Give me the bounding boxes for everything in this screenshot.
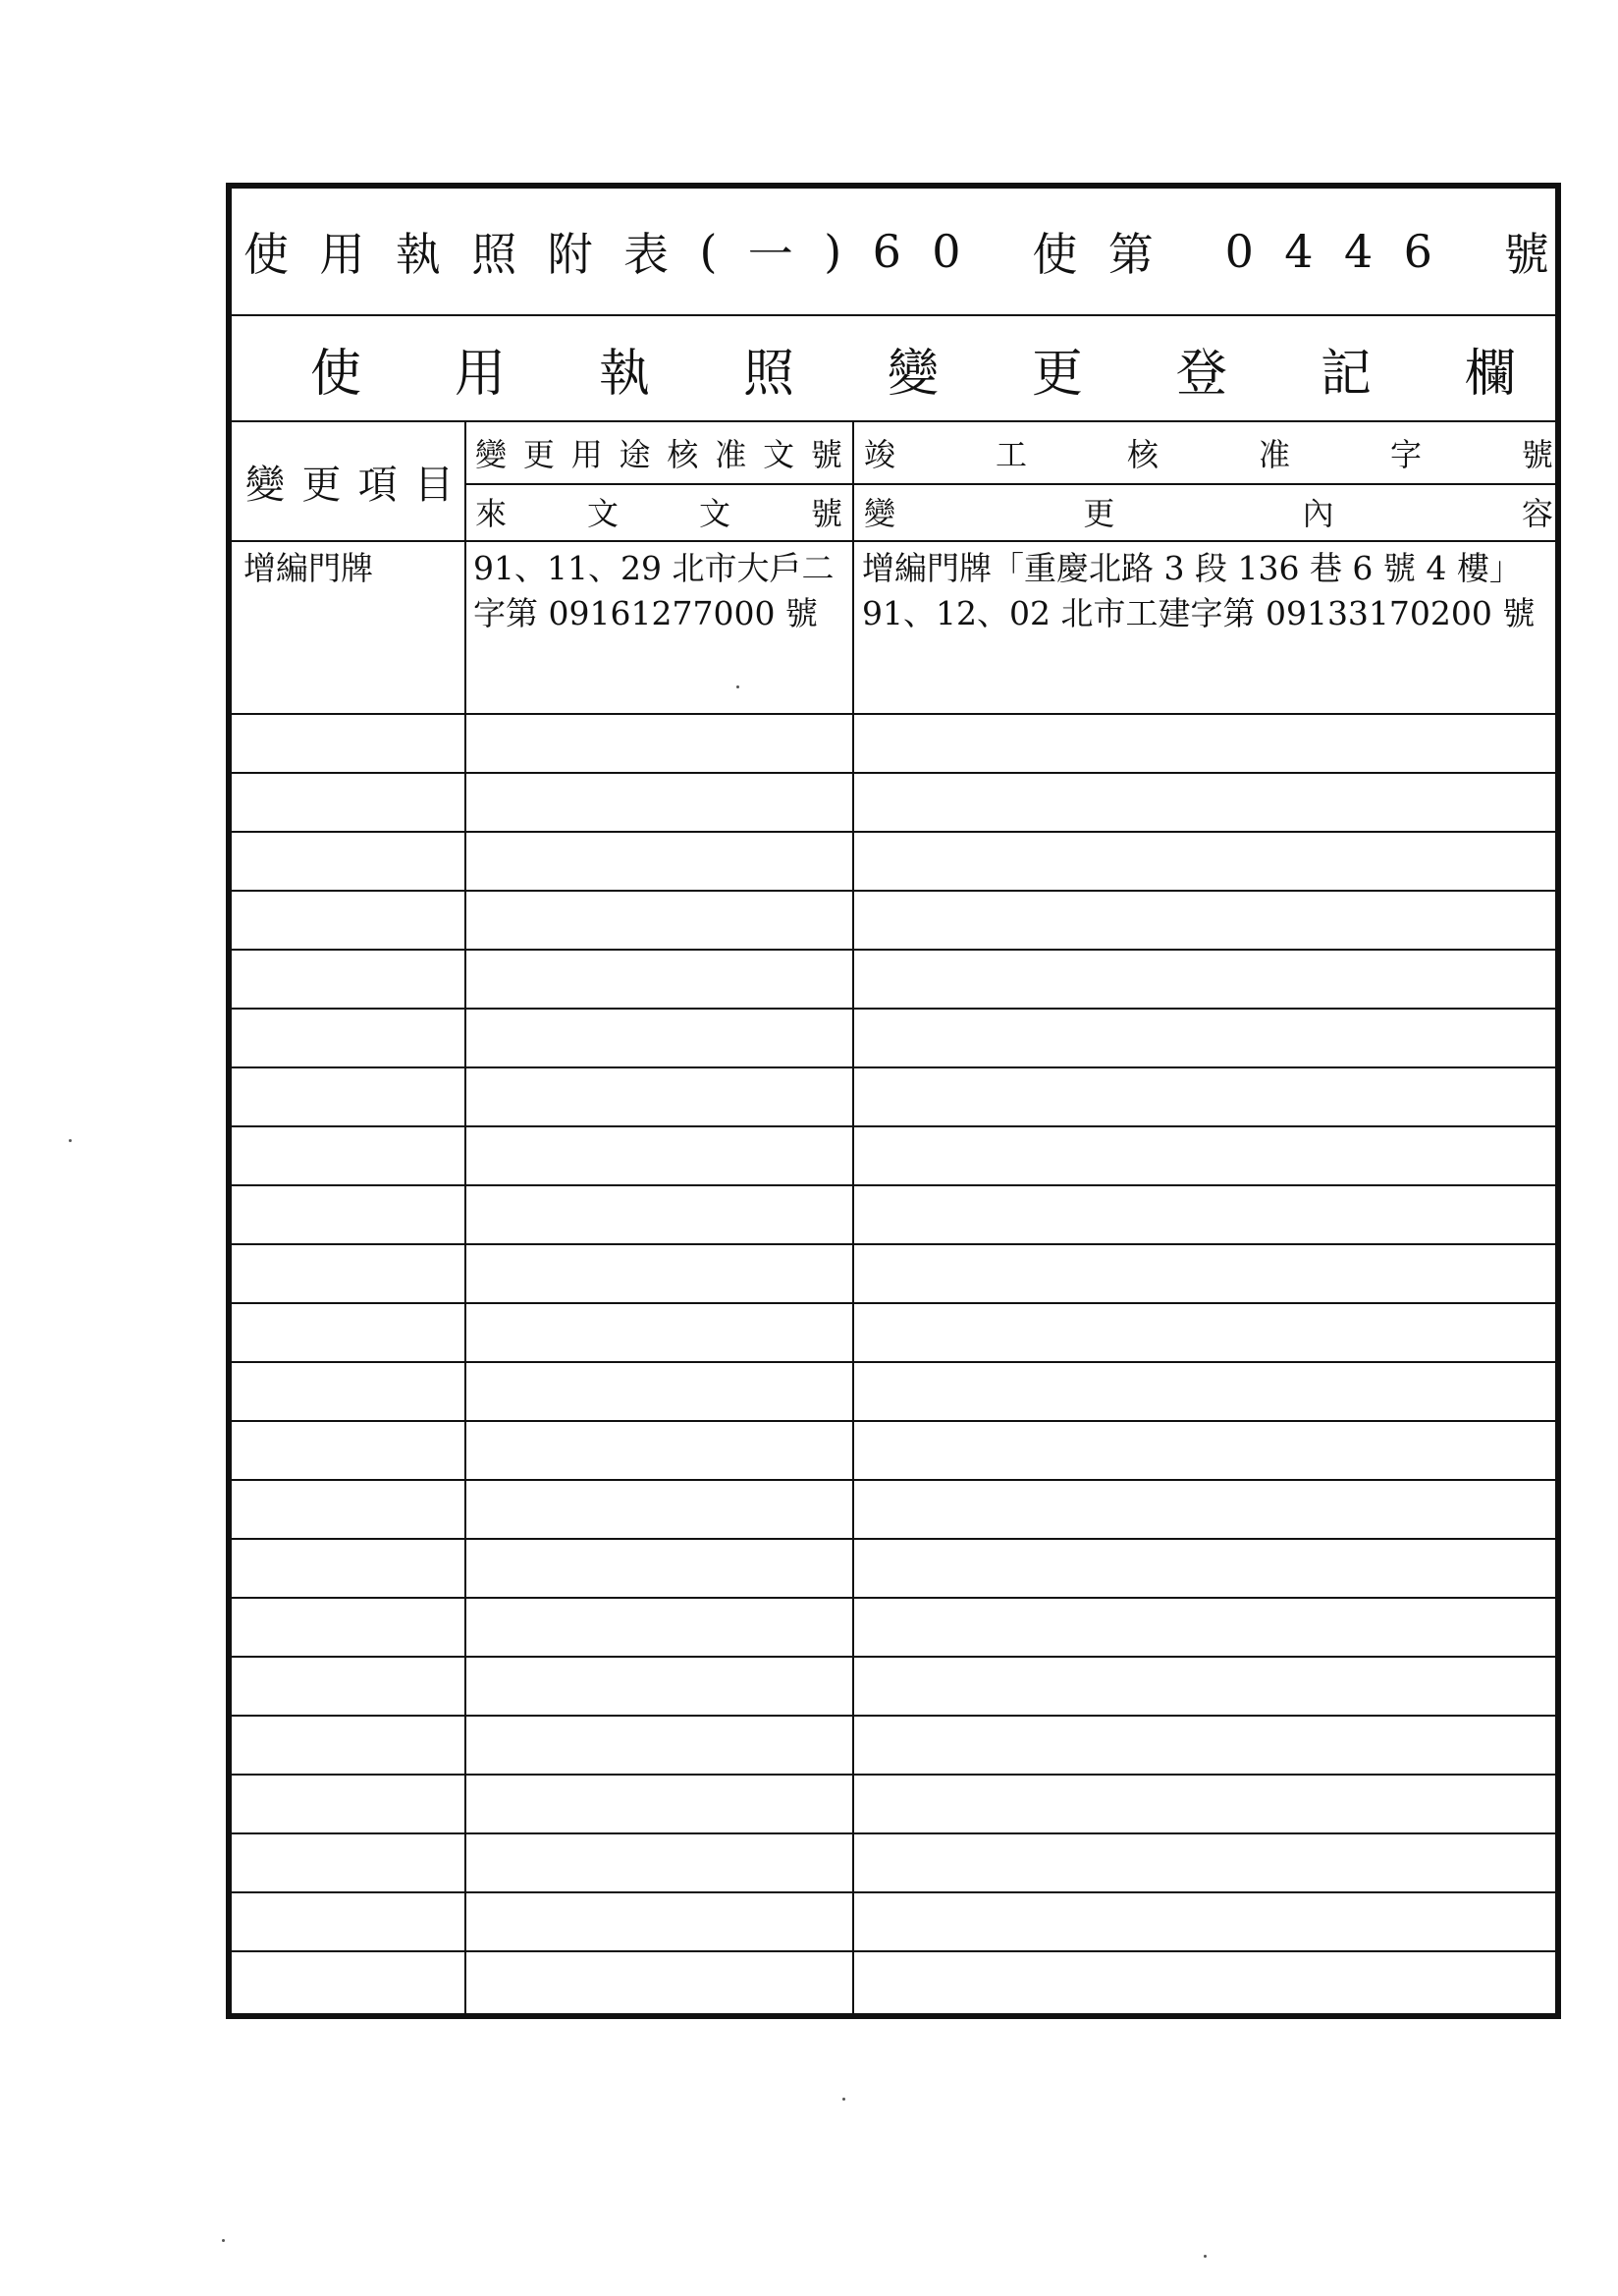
row-divider bbox=[232, 772, 1555, 774]
row-divider bbox=[232, 1125, 1555, 1127]
header-char: 號 bbox=[1521, 436, 1553, 473]
header-char: 變 bbox=[245, 462, 285, 508]
form-title bbox=[232, 189, 1555, 316]
title-char: 一 bbox=[747, 228, 793, 281]
column-header-usage-approval bbox=[471, 422, 846, 483]
heading-char: 欄 bbox=[1464, 344, 1516, 404]
heading-char: 更 bbox=[1031, 344, 1083, 404]
header-char: 容 bbox=[1521, 495, 1553, 532]
row-divider bbox=[232, 1538, 1555, 1540]
title-char: 使 bbox=[243, 228, 289, 281]
row-divider bbox=[232, 1243, 1555, 1245]
header-char: 更 bbox=[301, 462, 342, 508]
row-divider bbox=[232, 890, 1555, 892]
header-char: 變 bbox=[864, 495, 896, 532]
header-char: 准 bbox=[1258, 436, 1290, 473]
entry-item: 增編門牌 bbox=[243, 549, 373, 587]
row-divider bbox=[232, 1774, 1555, 1776]
header-char: 途 bbox=[619, 436, 651, 473]
row-divider bbox=[232, 831, 1555, 833]
entry-content-line-2: 91、12、02 北市工建字第 09133170200 號 bbox=[862, 594, 1536, 632]
header-char: 更 bbox=[1083, 495, 1115, 532]
header-char: 號 bbox=[810, 436, 842, 473]
column-header-item bbox=[242, 422, 458, 540]
column-header-completion-approval bbox=[860, 422, 1557, 483]
usage-permit-form bbox=[226, 183, 1561, 2019]
header-char: 變 bbox=[475, 436, 508, 473]
row-divider bbox=[232, 949, 1555, 951]
row-divider bbox=[232, 1950, 1555, 1952]
column-divider bbox=[852, 422, 854, 2019]
title-char: 用 bbox=[319, 228, 365, 281]
heading-char: 登 bbox=[1175, 344, 1227, 404]
entry-content-line-1: 增編門牌「重慶北路 3 段 136 巷 6 號 4 樓」 bbox=[862, 549, 1522, 587]
title-char: 使 bbox=[1032, 228, 1078, 281]
title-char: 4 bbox=[1343, 225, 1374, 278]
column-header-change-content bbox=[860, 483, 1557, 540]
header-char: 項 bbox=[357, 462, 398, 508]
heading-char: 記 bbox=[1320, 344, 1372, 404]
row-divider bbox=[232, 1008, 1555, 1010]
header-char: 竣 bbox=[864, 436, 896, 473]
header-char: 准 bbox=[715, 436, 747, 473]
row-divider bbox=[232, 1597, 1555, 1599]
header-bottom-line bbox=[232, 540, 1555, 542]
header-char: 核 bbox=[1126, 436, 1159, 473]
heading-char: 用 bbox=[454, 344, 506, 404]
title-char: 6 bbox=[1403, 225, 1432, 278]
title-char: 照 bbox=[471, 228, 517, 281]
title-char: ) bbox=[824, 225, 842, 278]
header-char: 來 bbox=[475, 495, 508, 532]
header-char: 用 bbox=[570, 436, 603, 473]
title-char: 0 bbox=[932, 225, 961, 278]
header-char: 字 bbox=[1389, 436, 1422, 473]
section-heading bbox=[232, 316, 1555, 422]
scan-speck bbox=[69, 1139, 72, 1142]
column-header-incoming-doc bbox=[471, 483, 846, 540]
header-char: 更 bbox=[522, 436, 555, 473]
row-divider bbox=[232, 1302, 1555, 1304]
header-char: 號 bbox=[810, 495, 842, 532]
title-char: 表 bbox=[623, 228, 670, 281]
entry-doc-line-2: 字第 09161277000 號 bbox=[473, 594, 818, 632]
scan-speck bbox=[1204, 2255, 1207, 2258]
row-divider bbox=[232, 1832, 1555, 1834]
row-divider bbox=[232, 713, 1555, 715]
row-divider bbox=[232, 1891, 1555, 1893]
header-char: 目 bbox=[413, 462, 454, 508]
column-divider bbox=[464, 422, 466, 2019]
row-divider bbox=[232, 1066, 1555, 1068]
header-char: 工 bbox=[995, 436, 1027, 473]
row-divider bbox=[232, 1656, 1555, 1658]
header-char: 核 bbox=[667, 436, 699, 473]
title-char: 4 bbox=[1284, 225, 1314, 278]
title-char: 第 bbox=[1107, 228, 1154, 281]
row-divider bbox=[232, 1361, 1555, 1363]
title-char: 6 bbox=[872, 225, 901, 278]
header-char: 文 bbox=[698, 495, 730, 532]
scan-speck bbox=[736, 685, 739, 688]
header-char: 文 bbox=[586, 495, 619, 532]
heading-char: 使 bbox=[310, 344, 362, 404]
row-divider bbox=[232, 1715, 1555, 1717]
heading-char: 執 bbox=[598, 344, 650, 404]
row-divider bbox=[232, 1479, 1555, 1481]
entry-doc-line-1: 91、11、29 北市大戶二 bbox=[473, 549, 835, 587]
title-char: 附 bbox=[547, 228, 593, 281]
header-char: 內 bbox=[1302, 495, 1334, 532]
row-divider bbox=[232, 1184, 1555, 1186]
title-char: 0 bbox=[1224, 225, 1254, 278]
title-char: ( bbox=[699, 225, 718, 278]
title-char: 號 bbox=[1503, 228, 1549, 281]
scan-speck bbox=[222, 2239, 225, 2242]
row-divider bbox=[232, 1420, 1555, 1422]
scan-speck bbox=[842, 2098, 845, 2101]
heading-char: 變 bbox=[887, 344, 939, 404]
header-char: 文 bbox=[763, 436, 795, 473]
title-char: 執 bbox=[395, 228, 441, 281]
heading-char: 照 bbox=[742, 344, 794, 404]
